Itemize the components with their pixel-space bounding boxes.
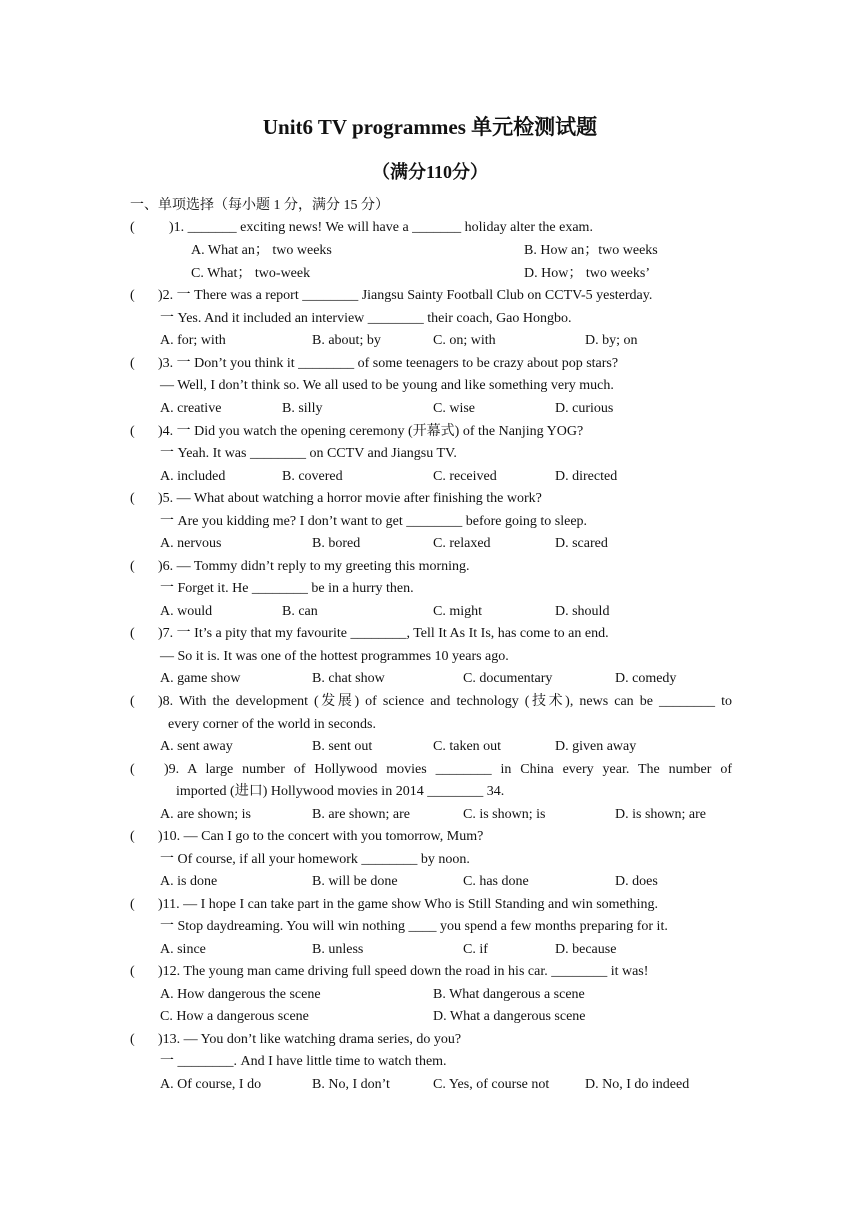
option-d: D. No, I do indeed <box>585 1077 690 1092</box>
answer-paren: ( <box>130 491 135 506</box>
option-b: B. No, I don’t <box>312 1077 390 1092</box>
option-a: A. creative <box>160 401 222 416</box>
option-c: C. How a dangerous scene <box>160 1009 309 1024</box>
answer-paren: ( <box>130 424 135 439</box>
option-d: D. What a dangerous scene <box>433 1009 586 1024</box>
option-a: A. for; with <box>160 333 226 348</box>
question-stem: )3. 一 Don’t you think it ________ of some teenagers to be crazy about pop stars? <box>158 356 619 371</box>
question-stem: )10. — Can I go to the concert with you tomorrow, Mum? <box>158 829 484 844</box>
option-c: C. taken out <box>433 739 502 754</box>
option-b: B. will be done <box>312 874 398 889</box>
option-d: D. given away <box>555 739 637 754</box>
option-b: B. unless <box>312 942 364 957</box>
option-d: D. scared <box>555 536 608 551</box>
answer-paren: ( <box>130 559 135 574</box>
question-line: 一 Forget it. He ________ be in a hurry then. <box>160 581 414 596</box>
option-d: D. does <box>615 874 658 889</box>
question-stem: )7. 一 It’s a pity that my favourite ________, Tell It As It Is, has come to an end. <box>158 626 609 641</box>
question-stem: )2. 一 There was a report ________ Jiangsu Sainty Football Club on CCTV-5 yesterday. <box>158 288 653 303</box>
question-stem: )6. — Tommy didn’t reply to my greeting this morning. <box>158 559 470 574</box>
option-d: D. because <box>555 942 617 957</box>
question-line: 一 Yes. And it included an interview ________ their coach, Gao Hongbo. <box>160 311 572 326</box>
option-a: A. are shown; is <box>160 807 251 822</box>
option-b: B. sent out <box>312 739 373 754</box>
option-d: D. should <box>555 604 610 619</box>
question-line: 一 Stop daydreaming. You will win nothing ____ you spend a few months preparing for it. <box>160 919 668 934</box>
question-stem: )12. The young man came driving full speed down the road in his car. ________ it was! <box>158 964 649 979</box>
option-d: D. How； two weeks’ <box>524 266 650 281</box>
option-a: A. Of course, I do <box>160 1077 262 1092</box>
option-c: C. Yes, of course not <box>433 1077 550 1092</box>
option-a: A. since <box>160 942 206 957</box>
page-title: Unit6 TV programmes 单元检测试题 <box>262 115 598 139</box>
option-b: B. covered <box>282 469 343 484</box>
option-b: B. are shown; are <box>312 807 410 822</box>
option-c: C. relaxed <box>433 536 491 551</box>
question-line: — So it is. It was one of the hottest programmes 10 years ago. <box>160 649 509 664</box>
question-stem: )11. — I hope I can take part in the game show Who is Still Standing and win something. <box>158 897 659 912</box>
page-subtitle: （满分110分） <box>371 162 488 182</box>
question-stem: )1. _______ exciting news! We will have a _______ holiday alter the exam. <box>169 220 593 235</box>
option-a: A. game show <box>160 671 241 686</box>
option-c: C. might <box>433 604 483 619</box>
option-b: B. silly <box>282 401 323 416</box>
question-line: — Well, I don’t think so. We all used to be young and like something very much. <box>160 378 614 393</box>
question-stem: )5. — What about watching a horror movie after finishing the work? <box>158 491 542 506</box>
option-d: D. comedy <box>615 671 677 686</box>
option-c: C. received <box>433 469 497 484</box>
question-stem: )13. — You don’t like watching drama series, do you? <box>158 1032 462 1047</box>
option-b: B. about; by <box>312 333 381 348</box>
question-line: 一 Of course, if all your homework ________ by noon. <box>160 852 470 867</box>
question-stem: )8. With the development (发展) of science and technology (技术), news can be ________ to <box>158 694 732 709</box>
option-c: C. has done <box>463 874 529 889</box>
option-c: C. What； two-week <box>191 266 311 281</box>
option-b: B. How an；two weeks <box>524 243 658 258</box>
answer-paren: ( <box>130 694 135 709</box>
option-a: A. What an； two weeks <box>191 243 332 258</box>
option-a: A. sent away <box>160 739 233 754</box>
question-stem: )4. 一 Did you watch the opening ceremony (开幕式) of the Nanjing YOG? <box>158 424 584 439</box>
question-line: imported (进口) Hollywood movies in 2014 ________ 34. <box>176 784 505 799</box>
answer-paren: ( <box>130 829 135 844</box>
option-b: B. What dangerous a scene <box>433 987 585 1002</box>
option-d: D. by; on <box>585 333 638 348</box>
question-line: 一 ________. And I have little time to watch them. <box>160 1054 447 1069</box>
option-d: D. curious <box>555 401 614 416</box>
option-c: C. on; with <box>433 333 496 348</box>
option-a: A. would <box>160 604 213 619</box>
question-stem: )9. A large number of Hollywood movies ________ in China every year. The number of <box>164 762 732 777</box>
option-d: D. is shown; are <box>615 807 706 822</box>
option-a: A. included <box>160 469 226 484</box>
option-c: C. wise <box>433 401 475 416</box>
answer-paren: ( <box>130 220 135 235</box>
option-c: C. is shown; is <box>463 807 546 822</box>
answer-paren: ( <box>130 762 135 777</box>
answer-paren: ( <box>130 288 135 303</box>
question-line: every corner of the world in seconds. <box>168 717 376 732</box>
question-line: 一 Yeah. It was ________ on CCTV and Jiangsu TV. <box>160 446 457 461</box>
option-a: A. nervous <box>160 536 222 551</box>
option-b: B. bored <box>312 536 361 551</box>
option-b: B. can <box>282 604 318 619</box>
section-heading: 一、单项选择（每小题 1 分，满分 15 分） <box>130 198 389 213</box>
option-a: A. is done <box>160 874 218 889</box>
answer-paren: ( <box>130 964 135 979</box>
option-a: A. How dangerous the scene <box>160 987 321 1002</box>
option-c: C. if <box>463 942 488 957</box>
answer-paren: ( <box>130 626 135 641</box>
answer-paren: ( <box>130 897 135 912</box>
question-line: 一 Are you kidding me? I don’t want to get ________ before going to sleep. <box>160 514 588 529</box>
option-d: D. directed <box>555 469 618 484</box>
answer-paren: ( <box>130 1032 135 1047</box>
option-b: B. chat show <box>312 671 385 686</box>
answer-paren: ( <box>130 356 135 371</box>
option-c: C. documentary <box>463 671 553 686</box>
